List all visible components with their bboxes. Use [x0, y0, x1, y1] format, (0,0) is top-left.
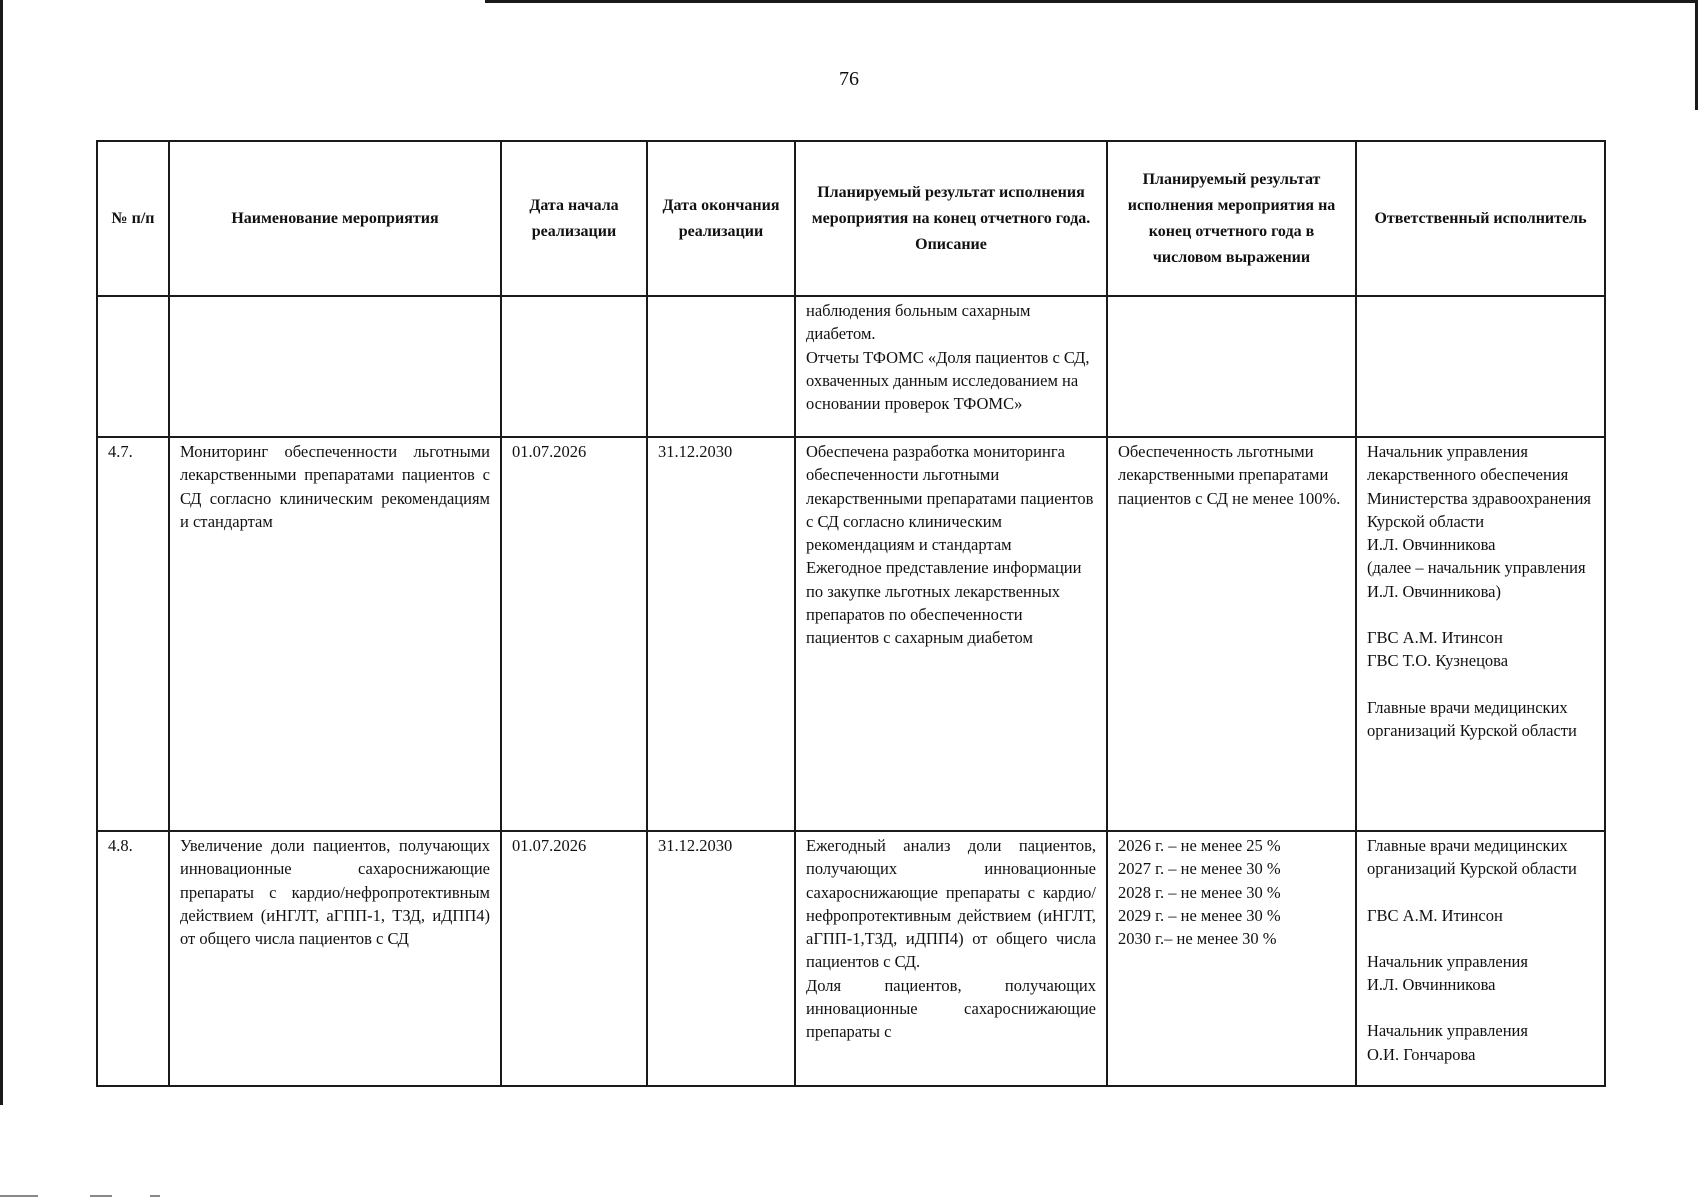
header-num: № п/п — [97, 141, 169, 296]
cell-end-date: 31.12.2030 — [647, 831, 795, 1086]
cell-responsible — [1356, 831, 1605, 1086]
header-result-description: Планируемый результат исполнения мероприятия на конец отчетного года. Описание — [795, 141, 1107, 296]
cell-line: 2029 г. – не менее 30 % — [1118, 905, 1281, 925]
cell-line: ГВС А.М. Итинсон — [1367, 905, 1503, 925]
header-name: Наименование мероприятия — [169, 141, 501, 296]
cell-result-description — [795, 437, 1107, 831]
table-header-row — [97, 141, 1605, 296]
cell-line — [1367, 881, 1594, 904]
cell-num: 4.8. — [97, 831, 169, 1086]
header-result-numeric: Планируемый результат исполнения мероприятия на конец отчетного года в числовом выражении — [1107, 141, 1356, 296]
cell-line: Ежегодный анализ доли пациентов, получающих инновационные сахароснижающие препараты с кардио/нефропротективным действием (иНГЛТ, аГПП-1,ТЗД, иДПП4) от общего числа пациентов с СД. — [806, 836, 1096, 972]
cell-line: И.Л. Овчинникова — [1367, 535, 1496, 555]
header-end-date: Дата окончания реализации — [647, 141, 795, 296]
cell-line: Главные врачи медицинских организаций Курской области — [1367, 836, 1577, 879]
cell-line — [1367, 673, 1594, 696]
cell-line: 2027 г. – не менее 30 % — [1118, 859, 1281, 879]
cell-result-numeric — [1107, 831, 1356, 1086]
table-row — [97, 437, 1605, 831]
cell-line: И.Л. Овчинникова) — [1367, 581, 1501, 601]
cell-line: 2028 г. – не менее 30 % — [1118, 882, 1281, 902]
cell-line: 2026 г. – не менее 25 % — [1118, 836, 1281, 855]
cell-line: Обеспечена разработка мониторинга обеспеченности льготными лекарственными препаратами пациентов с СД согласно клиническим рекомендациям и стандартам — [806, 442, 1094, 555]
cell-line: ГВС Т.О. Кузнецова — [1367, 651, 1509, 671]
cell-result-description — [795, 831, 1107, 1086]
cell-line: Главные врачи медицинских организаций Курской области — [1367, 697, 1577, 740]
cell-result-description — [795, 296, 1107, 437]
cell-start-date — [501, 296, 647, 437]
cell-name — [169, 296, 501, 437]
cell-end-date: 31.12.2030 — [647, 437, 795, 831]
cell-line: Начальник управления — [1367, 951, 1528, 971]
cell-line: наблюдения больным сахарным диабетом. — [806, 301, 1031, 344]
cell-num: 4.7. — [97, 437, 169, 831]
cell-line: Ежегодное представление информации по закупке льготных лекарственных препаратов по обеспеченности пациентов с сахарным диабетом — [806, 558, 1082, 648]
scan-marks — [0, 1195, 200, 1198]
cell-responsible — [1356, 296, 1605, 437]
scan-edge-top — [485, 0, 1698, 3]
cell-result-numeric: Обеспеченность льготными лекарственными препаратами пациентов с СД не менее 100%. — [1107, 437, 1356, 831]
page-number: 76 — [839, 68, 859, 90]
header-start-date: Дата начала реализации — [501, 141, 647, 296]
cell-line: О.И. Гончарова — [1367, 1044, 1476, 1064]
cell-start-date: 01.07.2026 — [501, 437, 647, 831]
cell-end-date — [647, 296, 795, 437]
cell-line: ГВС А.М. Итинсон — [1367, 628, 1503, 648]
cell-line: (далее – начальник управления — [1367, 558, 1586, 578]
header-responsible: Ответственный исполнитель — [1356, 141, 1605, 296]
cell-name: Мониторинг обеспеченности льготными лекарственными препаратами пациентов с СД согласно клиническим рекомендациям и стандартам — [169, 437, 501, 831]
activities-table — [96, 140, 1606, 1087]
cell-line — [1367, 927, 1594, 950]
cell-start-date: 01.07.2026 — [501, 831, 647, 1086]
scan-edge-left — [0, 0, 3, 1105]
cell-num — [97, 296, 169, 437]
cell-line: И.Л. Овчинникова — [1367, 975, 1496, 995]
cell-responsible — [1356, 437, 1605, 831]
cell-result-numeric — [1107, 296, 1356, 437]
cell-line — [1367, 603, 1594, 626]
cell-line: Начальник управления лекарственного обеспечения Министерства здравоохранения Курской области — [1367, 442, 1592, 531]
cell-name: Увеличение доли пациентов, получающих инновационные сахароснижающие препараты с кардио/нефропротективным действием (иНГЛТ, аГПП-1, ТЗД, иДПП4) от общего числа пациентов с СД — [169, 831, 501, 1086]
cell-line: 2030 г.– не менее 30 % — [1118, 929, 1277, 949]
cell-line: Начальник управления — [1367, 1021, 1528, 1041]
table-row — [97, 831, 1605, 1086]
table-row — [97, 296, 1605, 437]
cell-line: Доля пациентов, получающих инновационные сахароснижающие препараты с — [806, 975, 1096, 1042]
cell-line — [1367, 996, 1594, 1019]
cell-line: Отчеты ТФОМС «Доля пациентов с СД, охваченных данным исследованием на основании проверок ТФОМС» — [806, 347, 1090, 414]
